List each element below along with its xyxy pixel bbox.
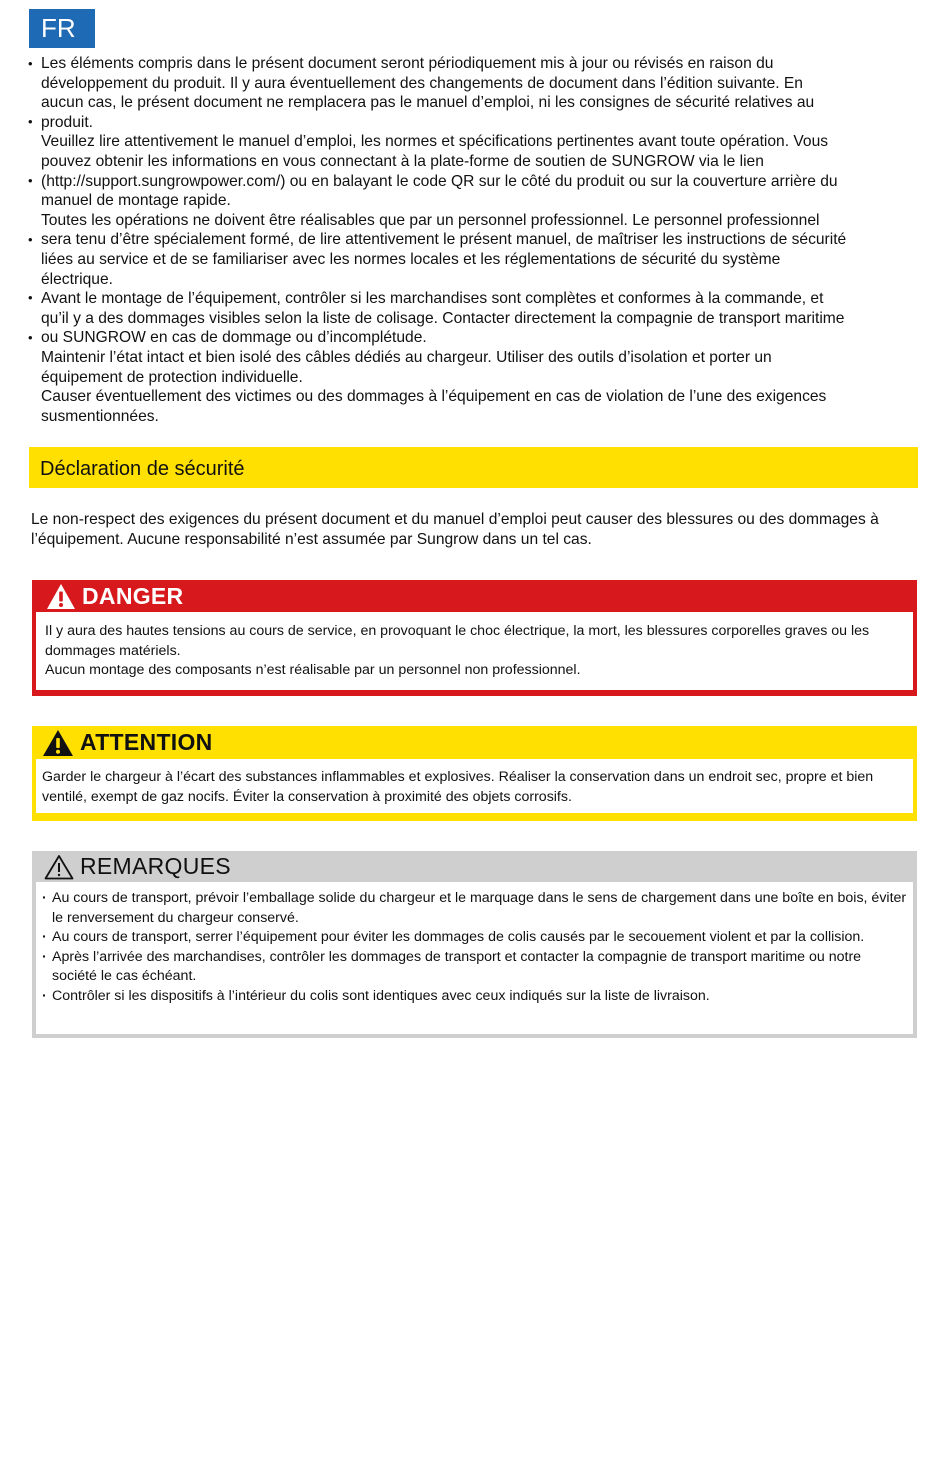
warning-icon (42, 729, 74, 757)
warning-icon (46, 583, 76, 610)
list-item: · Au cours de transport, prévoir l’emballage solide du chargeur et le marquage dans le sens de chargement dans une boîte en bois, éviter le renversement du chargeur conservé. (41, 889, 909, 928)
section-heading: Déclaration de sécurité (29, 447, 918, 488)
remarks-header (36, 851, 913, 882)
attention-text: Garder le chargeur à l’écart des substances inflammables et explosives. Réaliser la conservation dans un endroit sec, propre et bien ventilé, exempt de gaz nocifs. Éviter la conservation à proximité des objets corrosifs. (42, 769, 874, 805)
attention-header (36, 726, 913, 759)
intro-text: Les éléments compris dans le présent document seront périodiquement mis à jour ou révisés en raison du développement du produit. Il y aura éventuellement des changements de document dans l’édition suivante. En aucun cas, le présent document ne remplacera pas le manuel d’emploi, ni les consignes de sécurité relatives au produit. Veuillez lire attentivement le manuel d’emploi, les normes et spécifications pertinentes avant toute opération. Vous pouvez obtenir les informations en vous connectant à la plate-forme de soutien de SUNGROW via le lien (http://support.sungrowpower.com/) ou en balayant le code QR sur le côté du produit ou sur la couverture arrière du manuel de montage rapide. Toutes les opérations ne doivent être réalisables que par un personnel professionnel. Le personnel professionnel sera tenu d’être spécialement formé, de lire attentivement le présent manuel, de maîtriser les instructions de sécurité liées au service et de se familiariser avec les normes locales et les réglementations de sécurité du système électrique. Avant le montage de l’équipement, contrôler si les marchandises sont complètes et conformes à la commande, et qu’il y a des dommages visibles selon la liste de colisage. Contacter directement la compagnie de transport maritime ou SUNGROW en cas de dommage ou d’incomplétude. Maintenir l’état intact et bien isolé des câbles dédiés au chargeur. Utiliser des outils d’isolation et porter un équipement de protection individuelle. Causer éventuellement des victimes ou des dommages à l’équipement en cas de violation de l’une des exigences susmentionnées. (41, 55, 847, 425)
bullet: • (28, 173, 33, 188)
danger-header (36, 580, 913, 612)
list-item: · Après l’arrivée des marchandises, contrôler les dommages de transport et contacter la compagnie de transport maritime ou notre société le cas échéant. (41, 948, 909, 987)
danger-text: Aucun montage des composants n’est réalisable par un personnel non professionnel. (45, 662, 581, 679)
danger-title: DANGER (82, 582, 184, 609)
remarks-box (32, 851, 917, 1038)
list-item: · Au cours de transport, serrer l’équipement pour éviter les dommages de colis causés par le secouement violent et par la collision. (41, 928, 909, 948)
bullet: • (28, 290, 33, 305)
bullet: • (28, 232, 33, 247)
attention-title: ATTENTION (80, 729, 213, 755)
remarks-title: REMARQUES (80, 853, 231, 879)
remarks-list (41, 889, 909, 1007)
bullet: • (28, 56, 33, 71)
list-item: · Contrôler si les dispositifs à l’intérieur du colis sont identiques avec ceux indiqués sur la liste de livraison. (41, 987, 909, 1007)
intro-list (24, 54, 924, 426)
danger-text: Il y aura des hautes tensions au cours de service, en provoquant le choc électrique, la mort, les blessures corporelles graves ou les dommages matériels. (45, 623, 870, 659)
bullet: • (28, 330, 33, 345)
language-tag: FR (29, 9, 95, 48)
danger-box (32, 580, 917, 696)
attention-body (36, 759, 913, 813)
bullet: • (28, 114, 33, 129)
attention-box (32, 726, 917, 821)
warning-outline-icon (44, 854, 74, 880)
danger-body (36, 612, 913, 690)
remarks-body (36, 882, 913, 1034)
section-paragraph: Le non-respect des exigences du présent document et du manuel d’emploi peut causer des blessures ou des dommages à l’équipement. Aucune responsabilité n’est assumée par Sungrow dans un tel cas. (31, 511, 879, 548)
